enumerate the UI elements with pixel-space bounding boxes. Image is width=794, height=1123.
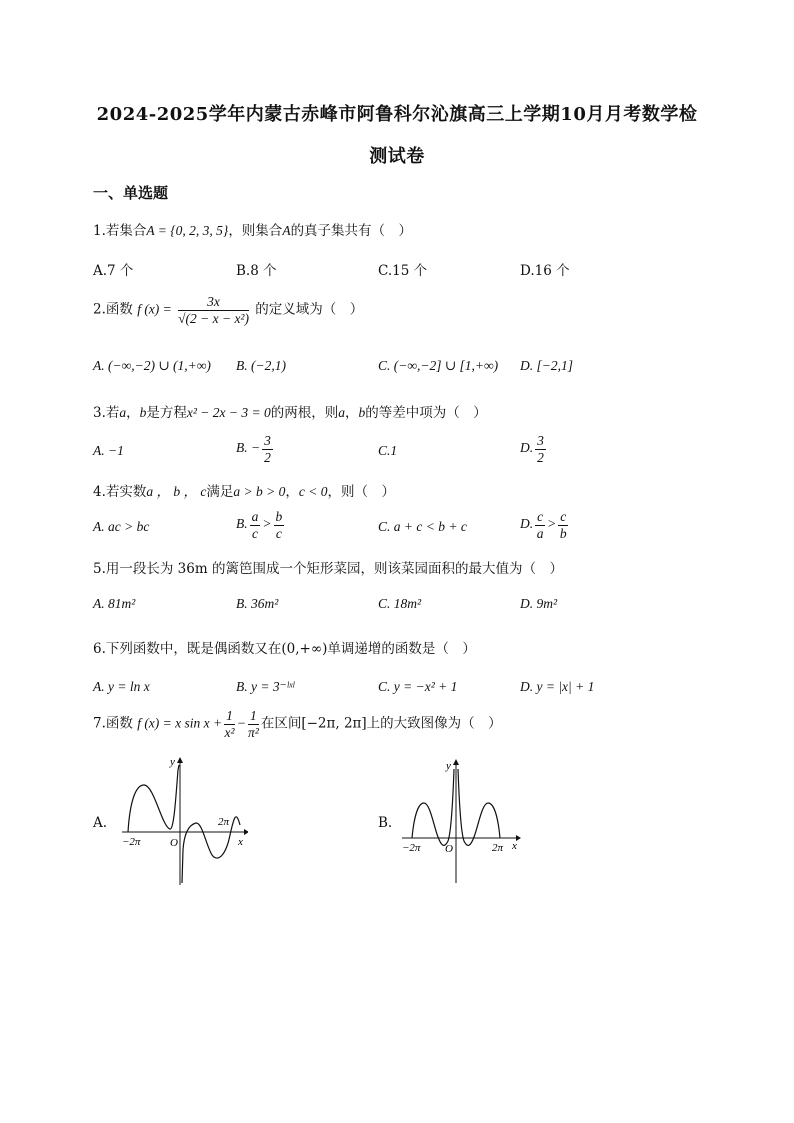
q1-set: A = {0, 2, 3, 5} [146,223,229,238]
page-title-line-1: 2024-2025学年内蒙古赤峰市阿鲁科尔沁旗高三上学期10月月考数学检 [96,104,698,125]
q4-option-b-d1: c [252,525,258,541]
question-5: 5.用一段长为 36m 的篱笆围成一个矩形菜园，则该菜园面积的最大值为（ ） [93,561,563,577]
graph-a-tick-right: 2π [218,816,230,828]
q3-text-b: 是方程 [146,405,187,421]
q4-option-b-d2: c [275,525,282,541]
q2-option-b: B. (−2,1) [236,358,286,373]
q7-prefix: 7.函数 [93,715,133,732]
q7-suffix: 在区间[−2π, 2π]上的大致图像为（ ） [260,715,502,732]
section-heading: 一、单选题 [93,184,169,202]
q4-option-b-label: B. [236,516,248,532]
question-3 [93,401,487,421]
q3-option-b-den: 2 [264,449,271,465]
q3-a: a [119,405,127,420]
q3-text-d: 的等差中项为（ ） [365,405,487,421]
q4-option-d-gt: > [547,516,557,532]
q7-frac1 [224,708,235,740]
q4-option-c: C. a + c < b + c [378,519,467,534]
question-1 [93,219,412,239]
graph-b-y-label: y [446,760,451,772]
q4-text-b: 满足 [206,484,234,500]
q4-text-c: ，则（ ） [327,484,395,500]
q3-option-b [236,433,275,465]
q7-frac2-den: π² [248,724,259,740]
q4-option-b-n1: a [251,509,259,524]
graph-a-tick-left: −2π [122,836,141,848]
q6-option-a: A. y = ln x [93,679,150,694]
graph-b-label: B. [378,815,393,831]
q4-sep: ， [285,484,299,500]
question-7 [93,708,502,740]
q3-b: b [139,405,147,420]
graph-a-y-arrow [177,757,183,763]
graph-a-origin: O [170,837,178,849]
q4-option-d-frac1 [535,509,545,541]
q4-option-b-frac1 [250,509,261,541]
q3-option-d-fraction [535,433,546,465]
q3-option-b-num: 3 [264,433,271,448]
q6-option-d: D. y = |x| + 1 [520,679,595,694]
question-6: 6.下列函数中，既是偶函数又在(0,+∞)单调递增的函数是（ ） [93,641,476,657]
q4-option-d [520,509,570,541]
graph-a-x-arrow [244,829,248,835]
q2-prefix: 2.函数 [93,301,133,318]
graph-b-tick-right: 2π [492,842,504,854]
q3-sep2: ， [345,405,359,421]
q4-option-a: A. ac > bc [93,519,150,534]
question-4 [93,480,395,500]
q6-option-c: C. y = −x² + 1 [378,679,458,694]
q7-frac2-num: 1 [248,708,259,725]
q7-frac2 [248,708,259,740]
q1-option-b: B.8 个 [236,263,277,279]
q4-option-b-gt: > [262,516,272,532]
q4-option-d-label: D. [520,516,534,532]
q4-option-d-d1: a [536,525,544,541]
q4-option-b [236,509,286,541]
q3-option-b-label: B. − [236,440,261,456]
q2-option-d: D. [−2,1] [520,358,573,373]
graph-b-x-label: x [512,840,517,852]
q3-sep: ， [126,405,140,421]
q3-option-a: A. −1 [93,443,124,458]
q2-numerator: 3x [178,294,249,311]
q3-equation: x² − 2x − 3 = 0 [186,405,271,420]
graph-a-y-label: y [170,756,175,768]
q7-expr: f (x) = x sin x + [137,715,223,731]
graph-a [118,755,248,887]
q2-fraction [178,294,249,326]
q3-option-d-num: 3 [537,433,544,448]
graph-b-y-arrow [453,759,459,765]
q2-option-a: A. (−∞,−2) ∪ (1,+∞) [93,358,211,373]
q1-suffix: ，则集合 [228,223,283,239]
q6-option-b: B. y = 3⁻ˡˣˡ [236,679,295,694]
q7-frac1-den: x² [224,724,235,740]
q2-suffix: 的定义域为（ ） [255,301,364,318]
q4-option-d-frac2 [558,509,568,541]
q7-frac1-num: 1 [226,708,233,723]
q1-var: A [282,223,291,238]
page-title-line-2: 测试卷 [369,146,425,167]
q4-option-d-n2: c [560,509,567,524]
q3-option-b-fraction [262,433,273,465]
q7-minus: − [236,715,247,731]
question-2 [93,294,363,326]
graph-a-x-label: x [238,836,243,848]
q3-option-d-den: 2 [537,449,544,465]
q2-lhs: f (x) = [137,301,172,317]
q5-option-a: A. 81m² [93,596,136,611]
q4-option-d-d2: b [559,525,567,541]
q3-text-c: 的两根，则 [270,405,339,421]
q4-vars: a ， b ， c [146,484,207,499]
graph-b [398,757,526,885]
q1-suffix2: 的真子集共有（ ） [290,223,413,239]
q2-option-c: C. (−∞,−2] ∪ [1,+∞) [378,358,499,373]
q1-option-a: A.7 个 [93,263,134,279]
q4-cond1: a > b > 0 [233,484,286,499]
q1-prefix: 1.若集合 [93,223,147,239]
q2-denominator: √(2 − x − x²) [178,310,249,326]
q3-option-c: C.1 [378,443,398,458]
q5-option-d: D. 9m² [520,596,558,611]
q4-option-d-n1: c [537,509,544,524]
q3-text-a: 3.若 [93,405,120,421]
q5-option-c: C. 18m² [378,596,422,611]
q5-option-b: B. 36m² [236,596,279,611]
graph-b-origin: O [445,843,453,855]
q4-option-b-frac2 [274,509,285,541]
q3-option-d [520,433,548,465]
q4-text-a: 4.若实数 [93,484,147,500]
q4-option-b-n2: b [275,509,283,524]
q3-b2: b [358,405,366,420]
q1-option-c: C.15 个 [378,263,428,279]
graph-a-label: A. [93,815,108,831]
q1-option-d: D.16 个 [520,263,570,279]
graph-b-tick-left: −2π [402,842,421,854]
q4-cond2: c < 0 [298,484,328,499]
q3-a2: a [338,405,346,420]
q3-option-d-label: D. [520,440,534,456]
